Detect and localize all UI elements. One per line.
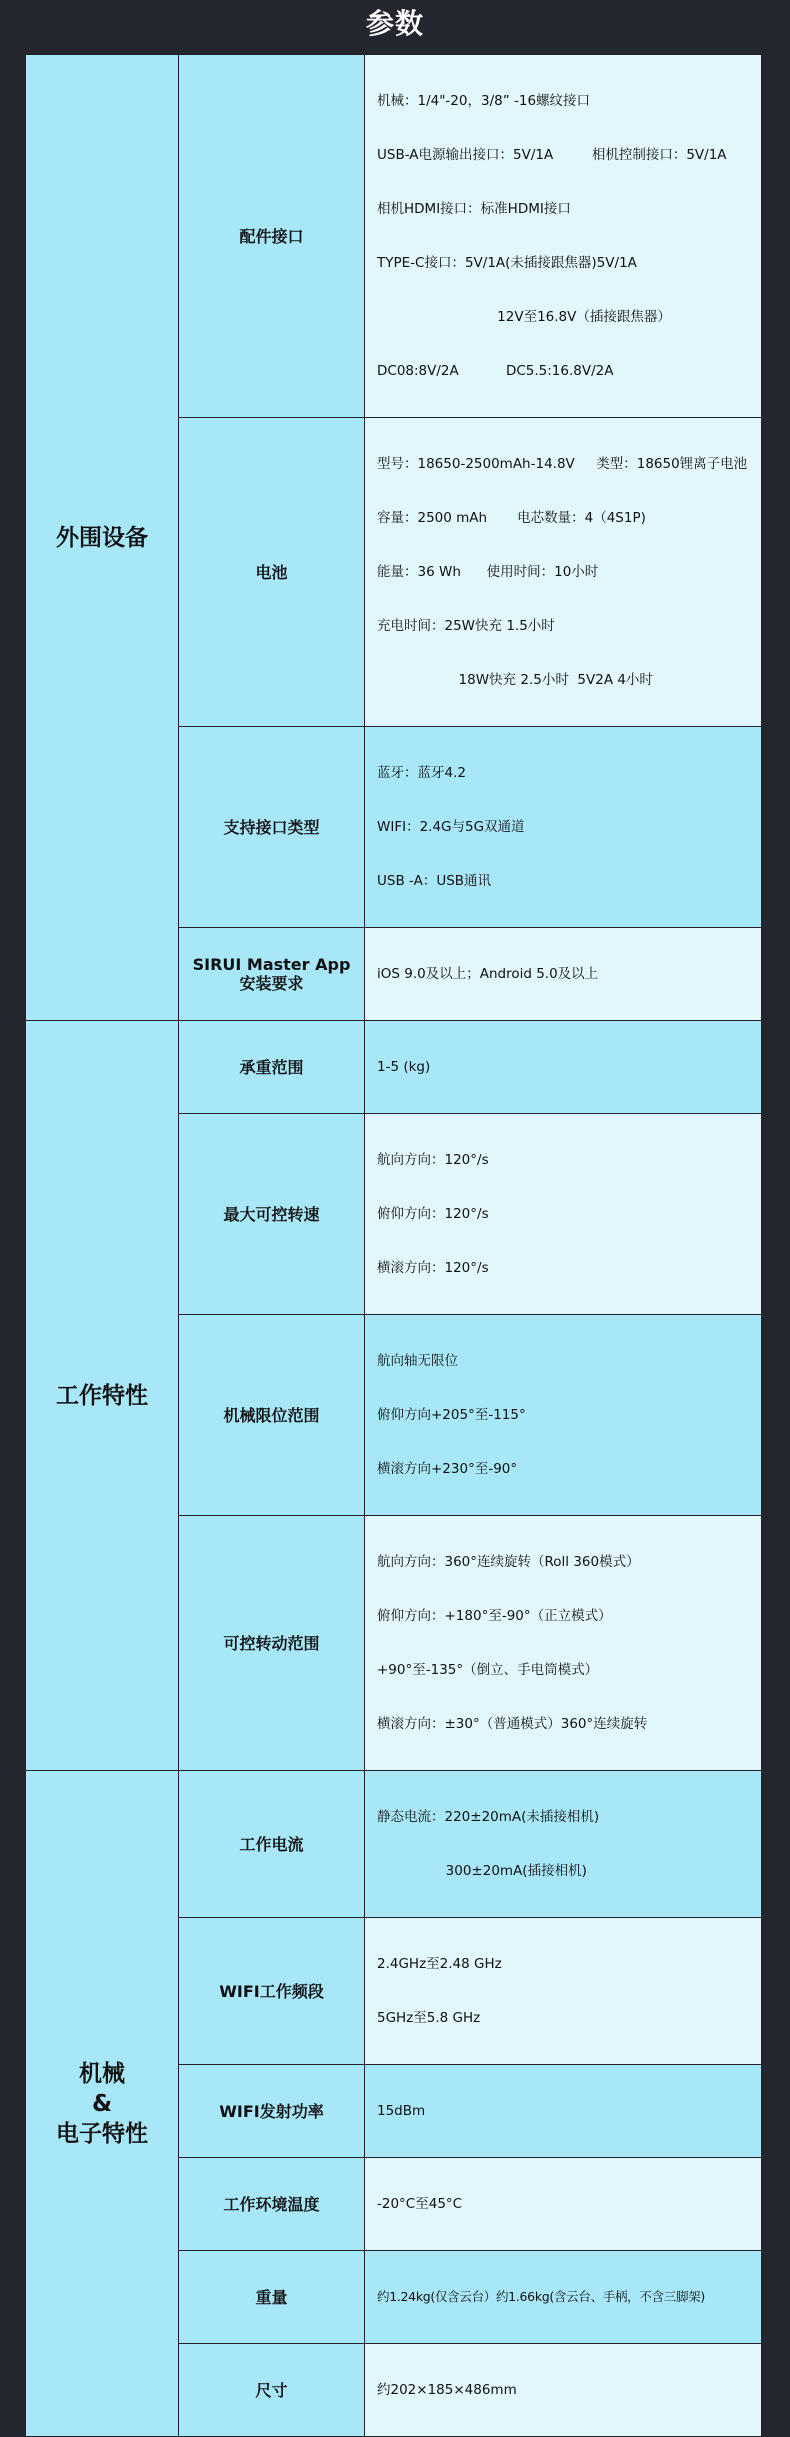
row-value	[365, 2158, 762, 2251]
section-name-line: 电子特性	[56, 2120, 148, 2147]
value-line: 型号：18650-2500mAh-14.8V 类型：18650锂离子电池	[377, 456, 748, 472]
value-line: TYPE-C接口：5V/1A(未插接跟焦器)5V/1A	[377, 255, 637, 271]
value-line: 俯仰方向：+180°至-90°（正立模式）	[377, 1608, 612, 1624]
value-line: 1-5 (kg)	[377, 1059, 431, 1075]
section-name-line: 机械	[79, 2060, 125, 2087]
value-line: 5GHz至5.8 GHz	[377, 2010, 481, 2026]
row-label: 最大可控转速	[179, 1114, 365, 1315]
value-line: 300±20mA(插接相机)	[377, 1863, 587, 1879]
row-label: 尺寸	[179, 2344, 365, 2437]
value-line: iOS 9.0及以上；Android 5.0及以上	[377, 966, 599, 982]
value-line: USB-A电源输出接口：5V/1A 相机控制接口：5V/1A	[377, 147, 727, 163]
value-line: 18W快充 2.5小时 5V2A 4小时	[377, 672, 653, 688]
value-line: USB -A：USB通讯	[377, 873, 492, 889]
table-row	[26, 1771, 762, 1918]
value-line: 相机HDMI接口：标准HDMI接口	[377, 201, 571, 217]
row-label: 可控转动范围	[179, 1516, 365, 1771]
value-line: 航向方向：360°连续旋转（Roll 360模式）	[377, 1554, 640, 1570]
value-line: 约1.24kg(仅含云台）约1.66kg(含云台、手柄，不含三脚架)	[377, 2289, 705, 2304]
value-line: 约202×185×486mm	[377, 2382, 517, 2398]
table-row	[26, 1021, 762, 1114]
value-line: 机械：1/4"-20，3/8” -16螺纹接口	[377, 93, 591, 109]
row-value	[365, 1918, 762, 2065]
section-name	[26, 1771, 179, 2437]
row-label	[179, 928, 365, 1021]
value-line: 静态电流：220±20mA(未插接相机)	[377, 1809, 600, 1825]
row-value	[365, 418, 762, 727]
row-value	[365, 727, 762, 928]
value-line: 15dBm	[377, 2103, 426, 2119]
row-value	[365, 55, 762, 418]
row-label: 工作环境温度	[179, 2158, 365, 2251]
value-line: 能量：36 Wh 使用时间：10小时	[377, 564, 599, 580]
row-value	[365, 1021, 762, 1114]
page-title: 参数	[365, 7, 424, 40]
row-label: 电池	[179, 418, 365, 727]
section-name: 工作特性	[26, 1021, 179, 1771]
row-label: 承重范围	[179, 1021, 365, 1114]
value-line: 航向方向：120°/s	[377, 1152, 489, 1168]
section-name-line: &	[91, 2090, 113, 2117]
value-line: 俯仰方向+205°至-115°	[377, 1407, 526, 1423]
value-line: -20°C至45°C	[377, 2196, 463, 2212]
row-value	[365, 1315, 762, 1516]
row-label: 机械限位范围	[179, 1315, 365, 1516]
row-label: WIFI工作频段	[179, 1918, 365, 2065]
row-label: 配件接口	[179, 55, 365, 418]
value-line: DC08:8V/2A DC5.5:16.8V/2A	[377, 363, 614, 379]
row-label: 工作电流	[179, 1771, 365, 1918]
row-label: 重量	[179, 2251, 365, 2344]
value-line: 12V至16.8V（插接跟焦器）	[377, 309, 671, 325]
value-line: 横滚方向：±30°（普通模式）360°连续旋转	[377, 1716, 648, 1732]
row-label: WIFI发射功率	[179, 2065, 365, 2158]
label-line: 安装要求	[239, 974, 304, 993]
value-line: 充电时间：25W快充 1.5小时	[377, 618, 555, 634]
row-value	[365, 1771, 762, 1918]
value-line: 蓝牙：蓝牙4.2	[377, 765, 466, 781]
spec-table	[25, 54, 762, 2437]
label-line: SIRUI Master App	[192, 955, 351, 974]
value-line: 横滚方向：120°/s	[377, 1260, 489, 1276]
value-line: 2.4GHz至2.48 GHz	[377, 1956, 502, 1972]
row-value	[365, 1114, 762, 1315]
value-line: 横滚方向+230°至-90°	[377, 1461, 518, 1477]
row-value	[365, 2065, 762, 2158]
row-value	[365, 928, 762, 1021]
table-row	[26, 55, 762, 418]
value-line: 航向轴无限位	[377, 1353, 458, 1369]
row-value	[365, 1516, 762, 1771]
row-value	[365, 2251, 762, 2344]
value-line: 俯仰方向：120°/s	[377, 1206, 489, 1222]
row-label: 支持接口类型	[179, 727, 365, 928]
section-name: 外围设备	[26, 55, 179, 1021]
row-value	[365, 2344, 762, 2437]
value-line: +90°至-135°（倒立、手电筒模式）	[377, 1662, 599, 1678]
value-line: WIFI：2.4G与5G双通道	[377, 819, 525, 835]
value-line: 容量：2500 mAh 电芯数量：4（4S1P)	[377, 510, 646, 526]
